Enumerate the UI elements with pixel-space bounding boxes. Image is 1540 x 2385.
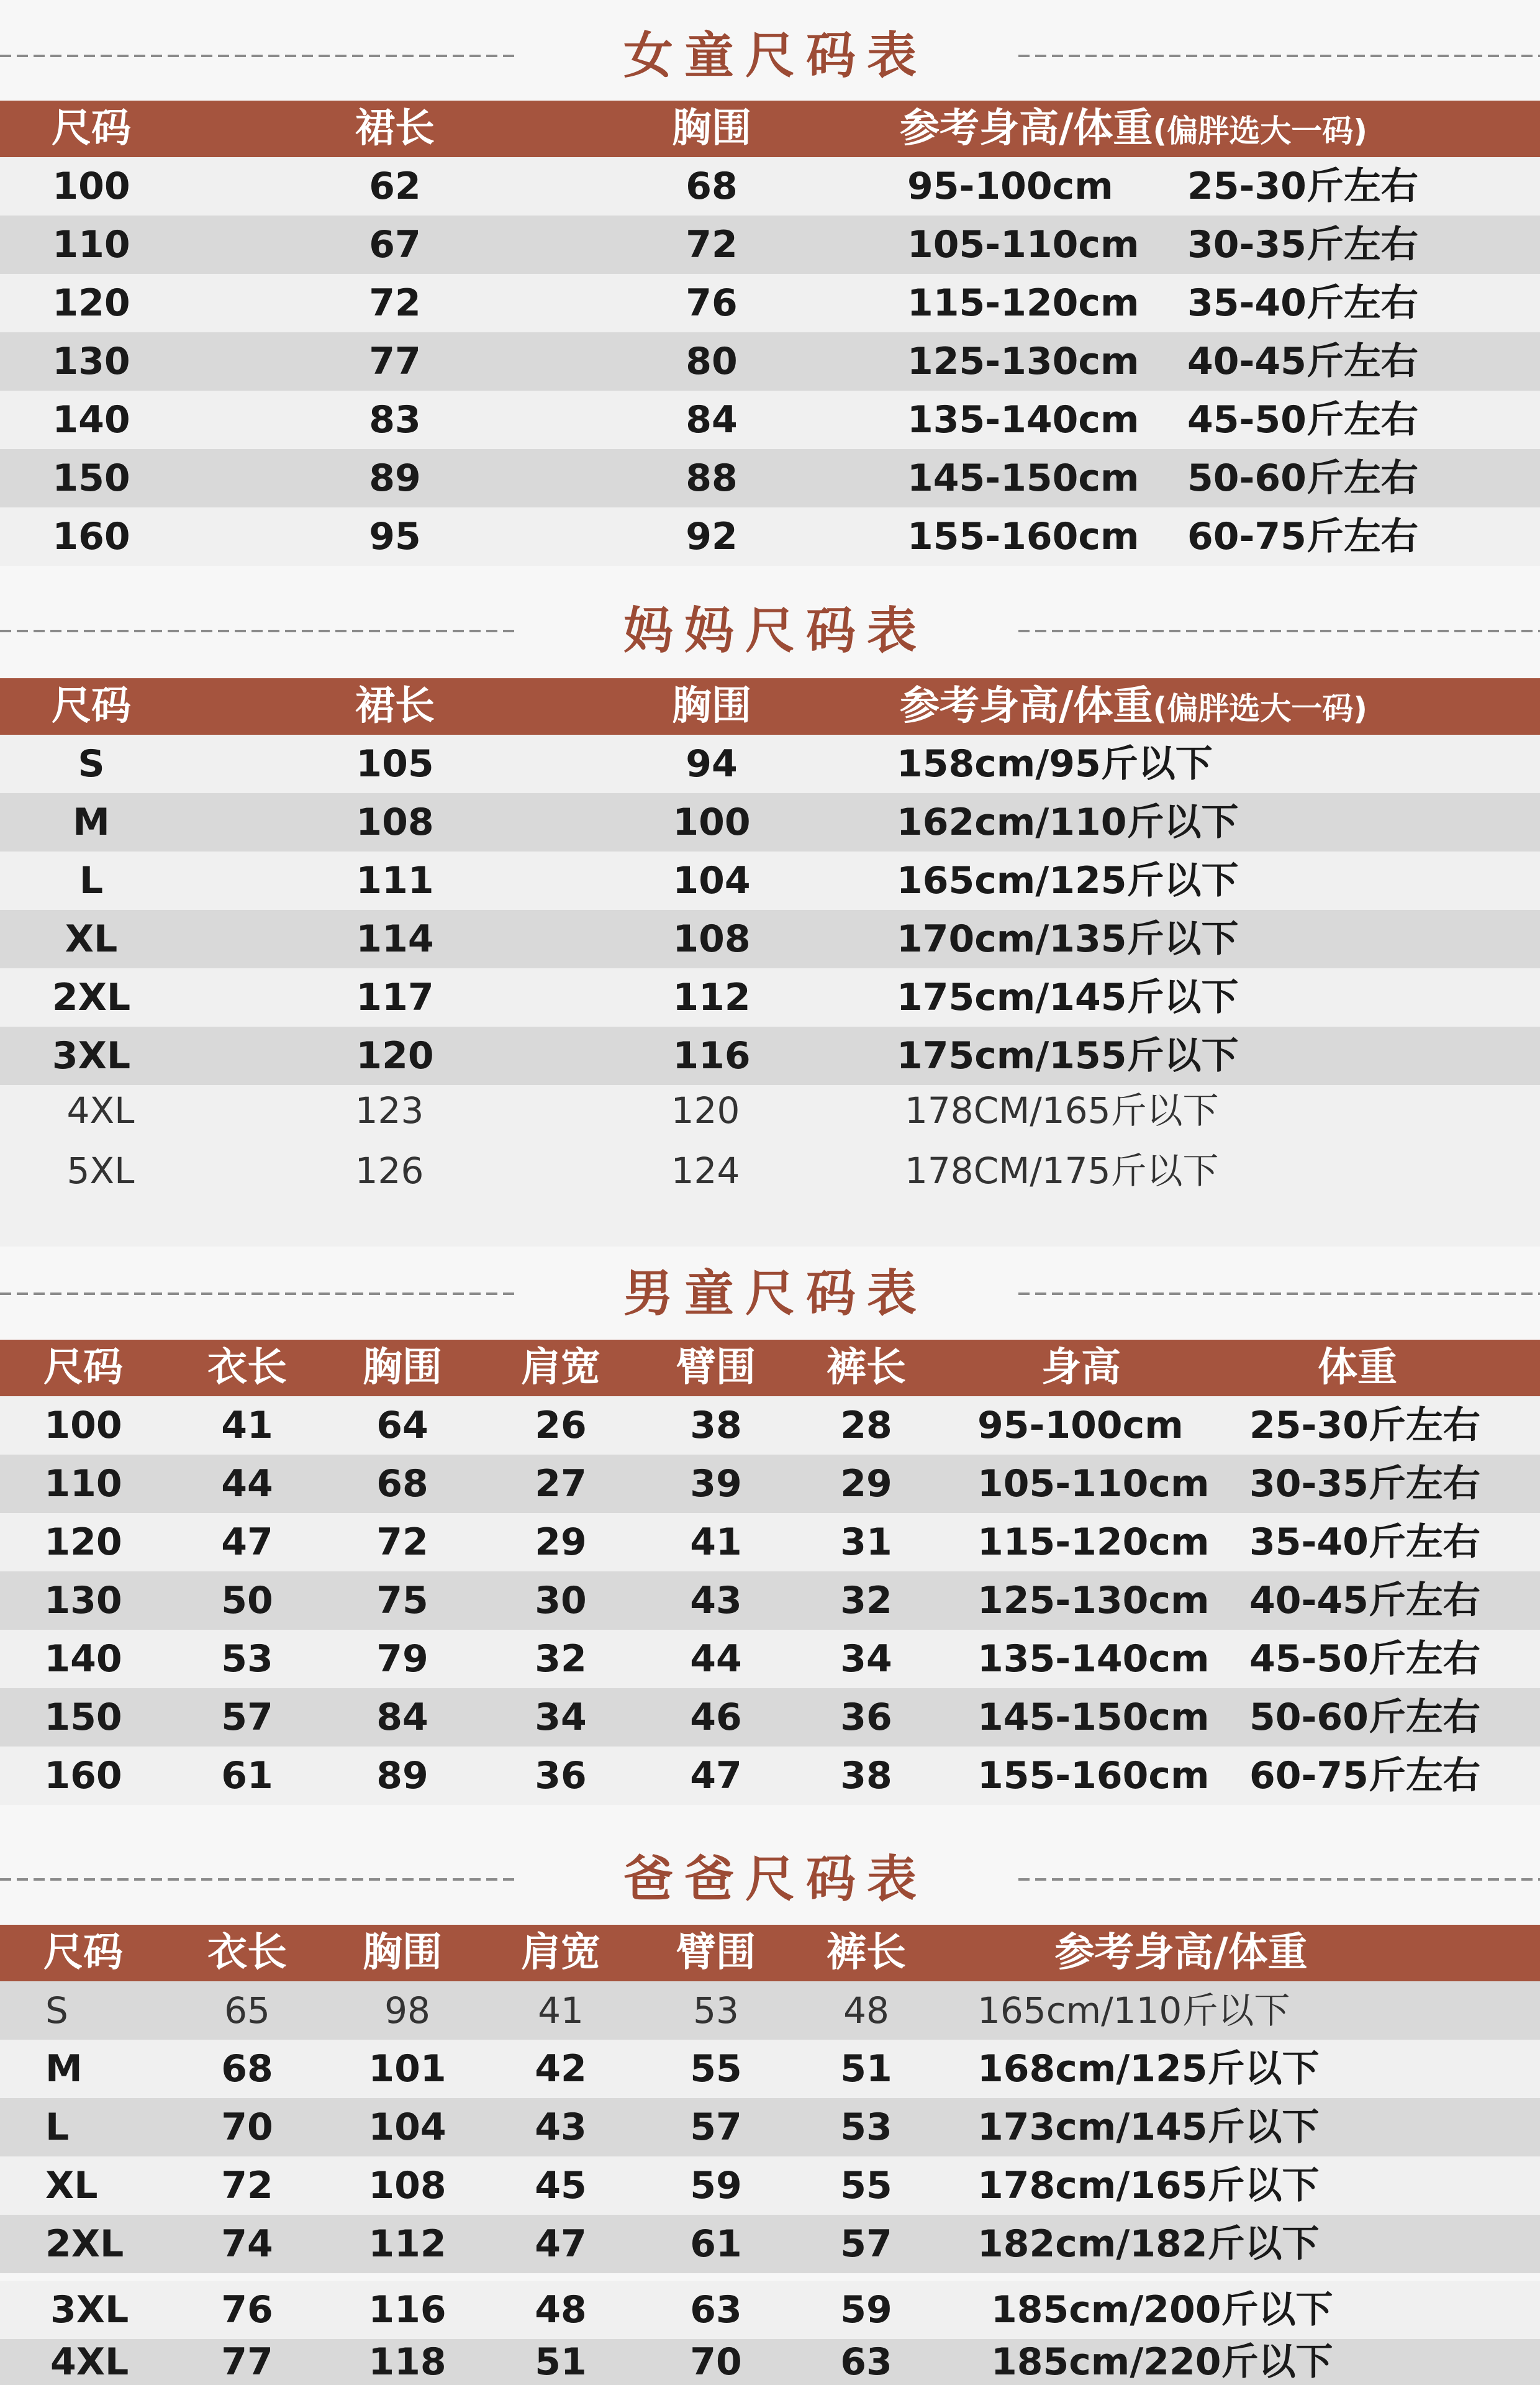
size-cell: 100 — [52, 165, 130, 208]
table-row — [0, 2156, 1540, 2215]
reference-cell: 168cm/125斤以下 — [977, 2047, 1320, 2091]
shoulder-cell: 34 — [535, 1696, 587, 1739]
size-cell: 120 — [44, 1520, 122, 1564]
chest-cell: 112 — [673, 976, 751, 1019]
header-reference-label: 参考身高/体重 — [900, 106, 1153, 152]
size-cell: 130 — [44, 1579, 122, 1622]
height-cell: 135-140cm — [907, 398, 1139, 442]
weight-cell: 25-30斤左右 — [1187, 165, 1418, 208]
table-row — [0, 449, 1540, 507]
size-cell: 110 — [44, 1462, 122, 1506]
header-size: 尺码 — [43, 1345, 123, 1391]
reference-cell: 175cm/145斤以下 — [897, 976, 1239, 1019]
boys-table-title: 男童尺码表 — [623, 1265, 928, 1322]
size-cell: 2XL — [52, 976, 131, 1019]
shoulder-cell: 36 — [535, 1754, 587, 1797]
reference-cell: 178CM/165斤以下 — [905, 1089, 1219, 1132]
weight-cell: 35-40斤左右 — [1249, 1520, 1480, 1564]
size-cell: 110 — [52, 223, 130, 266]
arm-cell: 39 — [690, 1462, 742, 1506]
table-row — [0, 1571, 1540, 1630]
table-row — [0, 1747, 1540, 1805]
size-cell: 160 — [52, 515, 130, 558]
header-pants-length: 裤长 — [827, 1345, 906, 1391]
shoulder-cell: 32 — [535, 1637, 587, 1681]
table-row — [0, 852, 1540, 910]
header-size: 尺码 — [43, 1930, 123, 1976]
size-cell: 140 — [52, 398, 130, 442]
chest-cell: 104 — [368, 2106, 446, 2149]
girls-table-body — [0, 157, 1540, 566]
skirt-length-cell: 72 — [369, 281, 421, 325]
table-row — [0, 910, 1540, 968]
size-cell: L — [79, 859, 104, 902]
top-length-cell: 72 — [221, 2164, 273, 2207]
height-cell: 155-160cm — [907, 515, 1139, 558]
size-cell: M — [73, 801, 110, 844]
mom-table-title: 妈妈尺码表 — [623, 602, 928, 660]
table-row — [0, 1085, 1540, 1136]
pants-length-cell: 48 — [843, 1989, 889, 2032]
table-row — [0, 2215, 1540, 2273]
chest-cell: 84 — [686, 398, 738, 442]
height-cell: 95-100cm — [977, 1404, 1184, 1447]
size-cell: 150 — [52, 457, 130, 500]
weight-cell: 60-75斤左右 — [1249, 1754, 1480, 1797]
header-reference-note: (偏胖选大一码) — [1153, 113, 1368, 149]
header-chest: 胸围 — [672, 106, 751, 152]
skirt-length-cell: 117 — [356, 976, 434, 1019]
table-row — [0, 2040, 1540, 2098]
skirt-length-cell: 95 — [369, 515, 421, 558]
chest-cell: 68 — [686, 165, 738, 208]
size-cell: S — [78, 742, 105, 786]
arm-cell: 47 — [690, 1754, 742, 1797]
weight-cell: 30-35斤左右 — [1187, 223, 1418, 266]
header-size: 尺码 — [52, 683, 131, 729]
size-cell: XL — [65, 917, 118, 961]
top-length-cell: 77 — [221, 2340, 273, 2384]
skirt-length-cell: 83 — [369, 398, 421, 442]
chest-cell: 72 — [376, 1520, 428, 1564]
height-cell: 105-110cm — [977, 1462, 1210, 1506]
header-top-length: 衣长 — [207, 1930, 287, 1976]
table-row — [0, 2098, 1540, 2156]
arm-cell: 63 — [690, 2288, 742, 2332]
height-cell: 155-160cm — [977, 1754, 1210, 1797]
chest-cell: 104 — [673, 859, 751, 902]
header-chest: 胸围 — [363, 1345, 442, 1391]
size-cell: 4XL — [50, 2340, 129, 2384]
reference-cell: 173cm/145斤以下 — [977, 2106, 1320, 2149]
size-cell: 2XL — [45, 2222, 124, 2266]
table-row — [0, 1630, 1540, 1688]
top-length-cell: 70 — [221, 2106, 273, 2149]
skirt-length-cell: 67 — [369, 223, 421, 266]
chest-cell: 100 — [673, 801, 751, 844]
height-cell: 125-130cm — [907, 340, 1139, 383]
height-cell: 95-100cm — [907, 165, 1113, 208]
header-shoulder: 肩宽 — [521, 1930, 600, 1976]
top-length-cell: 47 — [221, 1520, 273, 1564]
chest-cell: 68 — [376, 1462, 428, 1506]
chest-cell: 88 — [686, 457, 738, 500]
size-cell: 4XL — [66, 1089, 135, 1132]
weight-cell: 60-75斤左右 — [1187, 515, 1418, 558]
reference-cell: 162cm/110斤以下 — [897, 801, 1239, 844]
header-chest: 胸围 — [363, 1930, 442, 1976]
reference-cell: 185cm/220斤以下 — [991, 2340, 1333, 2384]
height-cell: 145-150cm — [977, 1696, 1210, 1739]
header-pants-length: 裤长 — [827, 1930, 906, 1976]
shoulder-cell: 47 — [535, 2222, 587, 2266]
shoulder-cell: 42 — [535, 2047, 587, 2091]
reference-cell: 165cm/110斤以下 — [977, 1989, 1290, 2032]
skirt-length-cell: 126 — [355, 1150, 424, 1192]
chest-cell: 116 — [368, 2288, 446, 2332]
arm-cell: 53 — [693, 1989, 739, 2032]
chest-cell: 108 — [673, 917, 751, 961]
weight-cell: 45-50斤左右 — [1187, 398, 1418, 442]
chest-cell: 94 — [686, 742, 738, 786]
table-row — [0, 735, 1540, 793]
dad-table-header — [0, 1925, 1540, 1981]
header-arm: 臂围 — [676, 1930, 756, 1976]
skirt-length-cell: 111 — [356, 859, 434, 902]
arm-cell: 43 — [690, 1579, 742, 1622]
top-length-cell: 74 — [221, 2222, 273, 2266]
table-row — [0, 1136, 1540, 1206]
skirt-length-cell: 123 — [355, 1089, 424, 1132]
reference-cell: 182cm/182斤以下 — [977, 2222, 1320, 2266]
divider-right — [1018, 1292, 1540, 1295]
chest-cell: 75 — [376, 1579, 428, 1622]
chest-cell: 64 — [376, 1404, 428, 1447]
table-row — [0, 2281, 1540, 2339]
weight-cell: 40-45斤左右 — [1249, 1579, 1480, 1622]
divider-right — [1018, 630, 1540, 632]
height-cell: 105-110cm — [907, 223, 1139, 266]
reference-cell: 178cm/165斤以下 — [977, 2164, 1320, 2207]
reference-cell: 178CM/175斤以下 — [905, 1150, 1219, 1192]
chest-cell: 112 — [368, 2222, 446, 2266]
arm-cell: 46 — [690, 1696, 742, 1739]
shoulder-cell: 29 — [535, 1520, 587, 1564]
pants-length-cell: 59 — [840, 2288, 892, 2332]
chest-cell: 116 — [673, 1034, 751, 1078]
size-cell: 3XL — [52, 1034, 131, 1078]
top-length-cell: 41 — [221, 1404, 273, 1447]
chest-cell: 76 — [686, 281, 738, 325]
reference-cell: 170cm/135斤以下 — [897, 917, 1239, 961]
height-cell: 115-120cm — [977, 1520, 1210, 1564]
weight-cell: 50-60斤左右 — [1249, 1696, 1480, 1739]
skirt-length-cell: 108 — [356, 801, 434, 844]
size-cell: S — [45, 1989, 68, 2032]
header-chest: 胸围 — [672, 683, 751, 729]
header-reference: 参考身高/体重 — [1054, 1930, 1308, 1976]
header-height: 身高 — [1041, 1345, 1121, 1391]
size-cell: 120 — [52, 281, 130, 325]
chest-cell: 120 — [671, 1089, 740, 1132]
pants-length-cell: 55 — [840, 2164, 892, 2207]
chest-cell: 98 — [384, 1989, 430, 2032]
size-cell: 130 — [52, 340, 130, 383]
girls-table-title: 女童尺码表 — [623, 27, 928, 84]
reference-cell: 185cm/200斤以下 — [991, 2288, 1333, 2332]
top-length-cell: 68 — [221, 2047, 273, 2091]
chest-cell: 108 — [368, 2164, 446, 2207]
size-cell: XL — [45, 2164, 98, 2207]
shoulder-cell: 51 — [535, 2340, 587, 2384]
weight-cell: 35-40斤左右 — [1187, 281, 1418, 325]
chest-cell: 72 — [686, 223, 738, 266]
chest-cell: 79 — [376, 1637, 428, 1681]
header-top-length: 衣长 — [207, 1345, 287, 1391]
table-row — [0, 1513, 1540, 1571]
pants-length-cell: 28 — [840, 1404, 892, 1447]
chest-cell: 84 — [376, 1696, 428, 1739]
pants-length-cell: 51 — [840, 2047, 892, 2091]
header-skirt-length: 裙长 — [355, 683, 435, 729]
divider-right — [1018, 55, 1540, 57]
arm-cell: 57 — [690, 2106, 742, 2149]
table-row — [0, 1027, 1540, 1085]
skirt-length-cell: 62 — [369, 165, 421, 208]
height-cell: 115-120cm — [907, 281, 1139, 325]
header-size: 尺码 — [52, 106, 131, 152]
weight-cell: 45-50斤左右 — [1249, 1637, 1480, 1681]
shoulder-cell: 43 — [535, 2106, 587, 2149]
arm-cell: 61 — [690, 2222, 742, 2266]
size-cell: 150 — [44, 1696, 122, 1739]
height-cell: 145-150cm — [907, 457, 1139, 500]
shoulder-cell: 48 — [535, 2288, 587, 2332]
extended-sizes-block — [0, 1085, 1540, 1247]
chest-cell: 89 — [376, 1754, 428, 1797]
weight-cell: 25-30斤左右 — [1249, 1404, 1480, 1447]
table-row — [0, 968, 1540, 1027]
table-row — [0, 1688, 1540, 1747]
size-cell: 100 — [44, 1404, 122, 1447]
chest-cell: 118 — [368, 2340, 446, 2384]
arm-cell: 44 — [690, 1637, 742, 1681]
table-row — [0, 1396, 1540, 1455]
header-skirt-length: 裙长 — [355, 106, 435, 152]
header-reference — [900, 678, 1367, 737]
top-length-cell: 61 — [221, 1754, 273, 1797]
weight-cell: 30-35斤左右 — [1249, 1462, 1480, 1506]
weight-cell: 50-60斤左右 — [1187, 457, 1418, 500]
reference-cell: 165cm/125斤以下 — [897, 859, 1239, 902]
reference-cell: 158cm/95斤以下 — [897, 742, 1213, 786]
skirt-length-cell: 89 — [369, 457, 421, 500]
shoulder-cell: 27 — [535, 1462, 587, 1506]
arm-cell: 41 — [690, 1520, 742, 1564]
size-cell: 140 — [44, 1637, 122, 1681]
table-row — [0, 216, 1540, 274]
pants-length-cell: 31 — [840, 1520, 892, 1564]
pants-length-cell: 34 — [840, 1637, 892, 1681]
row-separator — [0, 2273, 1540, 2281]
shoulder-cell: 30 — [535, 1579, 587, 1622]
height-cell: 125-130cm — [977, 1579, 1210, 1622]
divider-right — [1018, 1878, 1540, 1881]
top-length-cell: 76 — [221, 2288, 273, 2332]
table-row — [0, 1981, 1540, 2040]
header-reference-label: 参考身高/体重 — [900, 683, 1153, 729]
girls-table-header — [0, 101, 1540, 157]
arm-cell: 38 — [690, 1404, 742, 1447]
skirt-length-cell: 77 — [369, 340, 421, 383]
size-cell: L — [45, 2106, 70, 2149]
size-cell: 160 — [44, 1754, 122, 1797]
mom-table-body — [0, 735, 1540, 1247]
chest-cell: 124 — [671, 1150, 740, 1192]
chest-cell: 101 — [368, 2047, 446, 2091]
table-row — [0, 2339, 1540, 2385]
table-row — [0, 274, 1540, 332]
weight-cell: 40-45斤左右 — [1187, 340, 1418, 383]
pants-length-cell: 57 — [840, 2222, 892, 2266]
chest-cell: 80 — [686, 340, 738, 383]
pants-length-cell: 53 — [840, 2106, 892, 2149]
reference-cell: 175cm/155斤以下 — [897, 1034, 1239, 1078]
table-row — [0, 157, 1540, 216]
pants-length-cell: 36 — [840, 1696, 892, 1739]
skirt-length-cell: 114 — [356, 917, 434, 961]
shoulder-cell: 45 — [535, 2164, 587, 2207]
arm-cell: 70 — [690, 2340, 742, 2384]
size-cell: 5XL — [66, 1150, 135, 1192]
table-row — [0, 793, 1540, 852]
header-arm: 臂围 — [676, 1345, 756, 1391]
size-cell: 3XL — [50, 2288, 129, 2332]
dad-table-title: 爸爸尺码表 — [623, 1850, 928, 1908]
pants-length-cell: 29 — [840, 1462, 892, 1506]
top-length-cell: 53 — [221, 1637, 273, 1681]
table-row — [0, 507, 1540, 566]
pants-length-cell: 38 — [840, 1754, 892, 1797]
mom-table-header — [0, 678, 1540, 735]
pants-length-cell: 63 — [840, 2340, 892, 2384]
top-length-cell: 44 — [221, 1462, 273, 1506]
size-cell: M — [45, 2047, 83, 2091]
top-length-cell: 65 — [224, 1989, 270, 2032]
table-row — [0, 332, 1540, 391]
top-length-cell: 50 — [221, 1579, 273, 1622]
arm-cell: 55 — [690, 2047, 742, 2091]
header-weight: 体重 — [1318, 1345, 1397, 1391]
skirt-length-cell: 105 — [356, 742, 434, 786]
table-row — [0, 391, 1540, 449]
shoulder-cell: 26 — [535, 1404, 587, 1447]
shoulder-cell: 41 — [538, 1989, 584, 2032]
top-length-cell: 57 — [221, 1696, 273, 1739]
dad-table-body — [0, 1981, 1540, 2385]
header-reference-note: (偏胖选大一码) — [1153, 691, 1368, 727]
header-reference — [900, 101, 1367, 160]
chest-cell: 92 — [686, 515, 738, 558]
arm-cell: 59 — [690, 2164, 742, 2207]
table-row — [0, 1455, 1540, 1513]
height-cell: 135-140cm — [977, 1637, 1210, 1681]
header-shoulder: 肩宽 — [521, 1345, 600, 1391]
boys-table-body — [0, 1396, 1540, 1805]
boys-table-header — [0, 1340, 1540, 1396]
pants-length-cell: 32 — [840, 1579, 892, 1622]
skirt-length-cell: 120 — [356, 1034, 434, 1078]
